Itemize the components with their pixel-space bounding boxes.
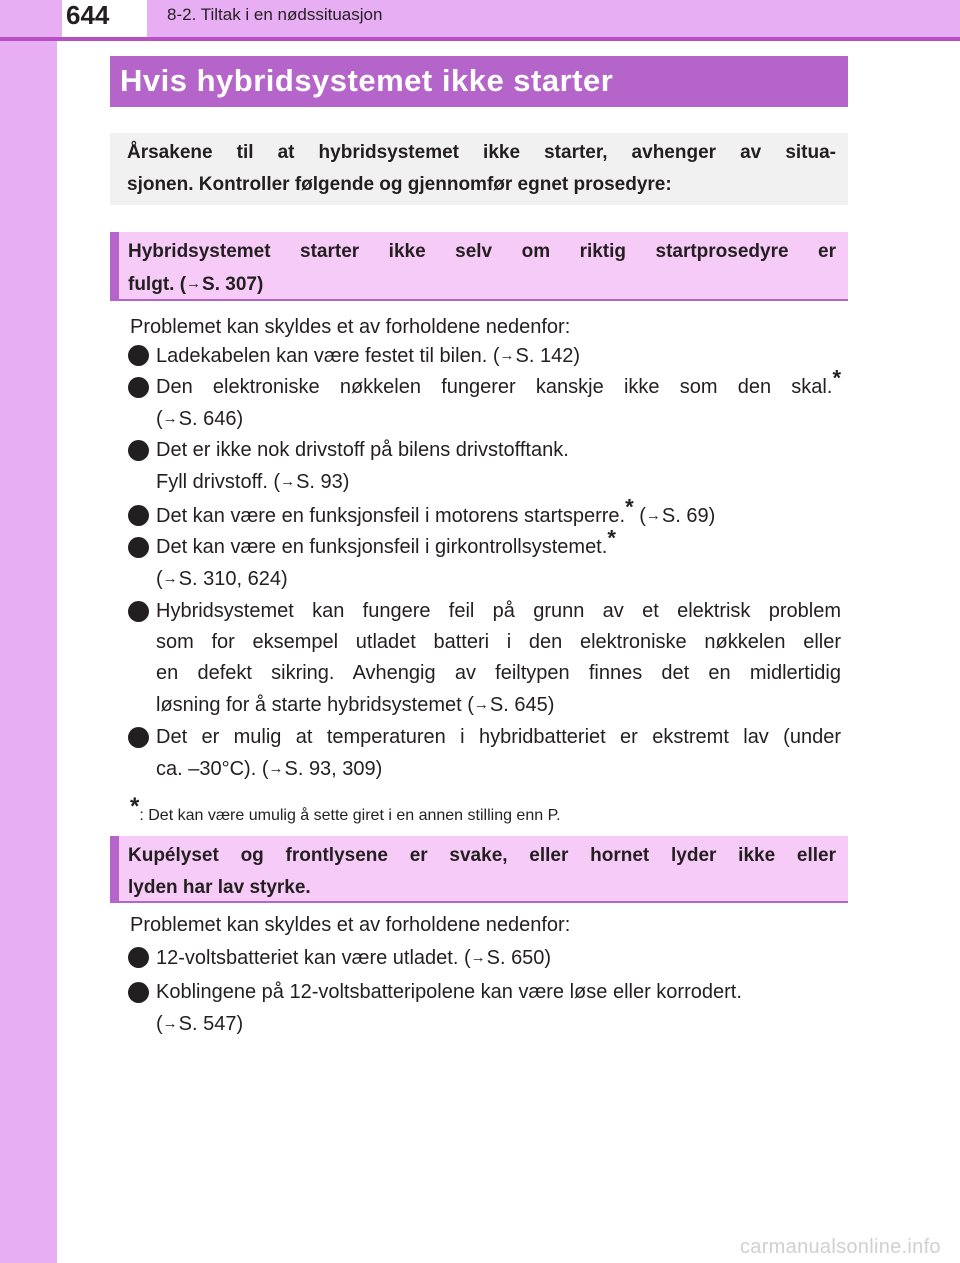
bullet-icon — [128, 505, 149, 526]
intro-line-2: sjonen. Kontroller følgende og gjennomfør egnet prosedyre: — [127, 174, 672, 195]
footnote-marker: * — [832, 365, 841, 391]
arrow-icon: → — [162, 410, 178, 427]
list-item-text: ( — [156, 1013, 163, 1035]
footnote — [130, 795, 561, 828]
list-item — [156, 525, 841, 595]
section-2-heading-line-2: lyden har lav styrke. — [128, 877, 311, 898]
section-2-heading — [110, 836, 848, 903]
bullet-icon — [128, 727, 149, 748]
footnote-marker: * — [625, 494, 634, 520]
page-reference[interactable]: S. 307) — [202, 274, 264, 295]
section-2-heading-line-1: Kupélyset og frontlysene er svake, eller hornet lyder ikke eller — [128, 845, 836, 866]
list-item-line: Hybridsystemet kan fungere feil på grunn av et elektrisk problem — [156, 600, 841, 622]
page-reference[interactable]: S. 547) — [178, 1013, 244, 1035]
footnote-text: : Det kan være umulig å sette giret i en annen stilling enn P. — [139, 807, 561, 824]
list-item-line: en defekt sikring. Avhengig av feiltypen finnes det en midlertidig — [156, 662, 841, 684]
arrow-icon: → — [470, 949, 486, 966]
bullet-icon — [128, 345, 149, 366]
left-margin-strip — [0, 0, 57, 1263]
arrow-icon: → — [268, 760, 284, 777]
page-number: 644 — [62, 0, 147, 37]
arrow-icon: → — [473, 696, 489, 713]
heading-text: fulgt. ( — [128, 274, 187, 295]
page-reference[interactable]: S. 645) — [489, 694, 555, 716]
section-2-lead: Problemet kan skyldes et av forholdene nedenfor: — [130, 914, 571, 936]
arrow-icon: → — [645, 507, 661, 524]
section-1-heading — [110, 232, 848, 301]
list-item-text: ca. –30°C). ( — [156, 758, 269, 780]
footnote-marker: * — [607, 525, 616, 551]
arrow-icon: → — [162, 1015, 178, 1032]
page-reference[interactable]: S. 69) — [661, 505, 716, 527]
page-reference[interactable]: S. 142) — [515, 345, 581, 367]
list-item-text: ( — [156, 568, 163, 590]
bullet-icon — [128, 601, 149, 622]
list-item-text: Det kan være en funksjonsfeil i motorens startsperre. — [156, 505, 626, 527]
list-item-line — [156, 689, 841, 721]
list-item-text: løsning for å starte hybridsystemet ( — [156, 694, 474, 716]
list-item-text: 12-voltsbatteriet kan være utladet. ( — [156, 947, 471, 969]
bullet-icon — [128, 537, 149, 558]
list-item-line — [156, 525, 841, 563]
list-item — [156, 596, 841, 721]
bullet-icon — [128, 982, 149, 1003]
list-item — [156, 942, 841, 974]
list-item — [156, 340, 841, 372]
section-1-lead: Problemet kan skyldes et av forholdene nedenfor: — [130, 316, 571, 338]
arrow-icon: → — [186, 275, 202, 292]
list-item-line: som for eksempel utladet batteri i den elektroniske nøkkelen eller — [156, 631, 841, 653]
list-item-line — [156, 365, 841, 403]
list-item — [156, 977, 841, 1040]
list-item — [156, 494, 841, 532]
intro-box — [110, 133, 848, 205]
list-item-line: Det er ikke nok drivstoff på bilens drivstofftank. — [156, 439, 569, 461]
arrow-icon: → — [162, 570, 178, 587]
page-reference[interactable]: S. 93, 309) — [284, 758, 383, 780]
list-item-text: ( — [633, 505, 646, 527]
list-item-text: Den elektroniske nøkkelen fungerer kanskje ikke som den skal. — [156, 376, 833, 398]
page-reference[interactable]: S. 310, 624) — [178, 568, 288, 590]
list-item — [156, 365, 841, 435]
list-item-text: ( — [156, 408, 163, 430]
arrow-icon: → — [499, 347, 515, 364]
list-item — [156, 435, 841, 498]
section-1-heading-line-2 — [128, 268, 836, 301]
list-item-line: Det er mulig at temperaturen i hybridbatteriet er ekstremt lav (under — [156, 726, 841, 748]
list-item-text: Ladekabelen kan være festet til bilen. ( — [156, 345, 500, 367]
list-item-text: Fyll drivstoff. ( — [156, 471, 281, 493]
list-item-line — [156, 403, 841, 435]
header-rule — [0, 37, 960, 41]
intro-line-1: Årsakene til at hybridsystemet ikke starter, avhenger av situa- — [127, 142, 836, 163]
list-item-text: Det kan være en funksjonsfeil i girkontrollsystemet. — [156, 536, 608, 558]
watermark: carmanualsonline.info — [740, 1236, 941, 1258]
list-item — [156, 722, 841, 785]
bullet-icon — [128, 947, 149, 968]
list-item-line — [156, 466, 841, 498]
list-item-line — [156, 563, 841, 595]
page-reference[interactable]: S. 646) — [178, 408, 244, 430]
list-item-line — [156, 753, 841, 785]
list-item-line: Koblingene på 12-voltsbatteripolene kan være løse eller korrodert. — [156, 981, 742, 1003]
bullet-icon — [128, 440, 149, 461]
page-title: Hvis hybridsystemet ikke starter — [110, 56, 848, 107]
footnote-marker: * — [130, 793, 140, 820]
arrow-icon: → — [280, 473, 296, 490]
page-reference[interactable]: S. 650) — [486, 947, 552, 969]
page-reference[interactable]: S. 93) — [296, 471, 350, 493]
list-item-line — [156, 1008, 841, 1040]
bullet-icon — [128, 377, 149, 398]
section-1-heading-line-1: Hybridsystemet starter ikke selv om riktig startprosedyre er — [128, 241, 836, 262]
section-name: 8-2. Tiltak i en nødssituasjon — [167, 5, 383, 24]
